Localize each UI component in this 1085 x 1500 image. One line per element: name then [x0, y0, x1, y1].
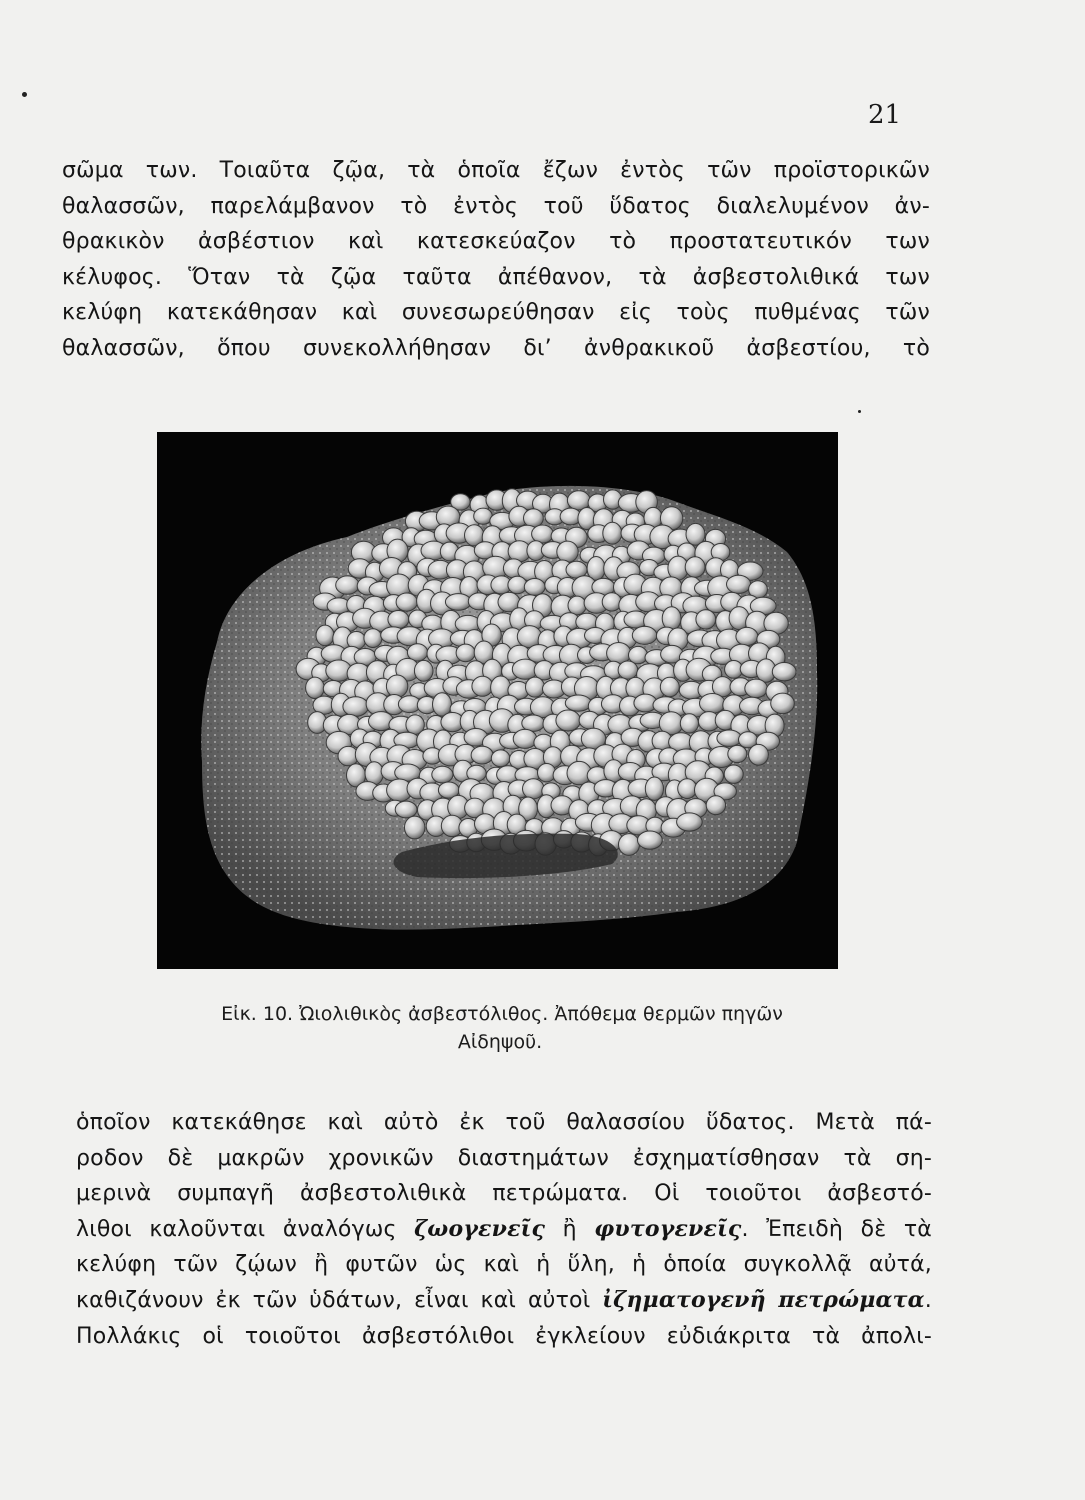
oolite-grain [771, 693, 795, 714]
oolite-grain [619, 834, 640, 856]
text-line: μερινὰ συμπαγῆ ἀσβεστολιθικὰ πετρώματα. Οἱ τοιοῦτοι ἀσβεστό- [76, 1181, 932, 1207]
text-segment: καθιζάνουν ἐκ τῶν ὑδάτων, εἶναι καὶ αὐτοὶ [76, 1287, 603, 1313]
oolite-grain [685, 557, 705, 578]
oolite-grain [386, 675, 407, 697]
oolite-grain [680, 714, 698, 733]
caption-line: Εἰκ. 10. Ὠιολιθικὸς ἀσβεστόλιθος. Ἀπόθεμα θερμῶν πηγῶν [221, 1003, 783, 1025]
text-line: κελύφη τῶν ζῴων ἢ φυτῶν ὡς καὶ ἡ ὕλη, ἡ ὁποία συγκολλᾷ αὐτά, [76, 1252, 932, 1278]
oolite-grain [414, 660, 433, 681]
oolite-grain [316, 625, 334, 646]
oolite-grain [343, 697, 369, 717]
emphasis-term: φυτογενεῖς [594, 1215, 742, 1242]
oolite-grain [700, 694, 726, 714]
oolite-grain [556, 710, 581, 731]
page-number: 21 [868, 100, 902, 130]
figure-caption [160, 1000, 840, 1056]
text-line: σῶμα των. Τοιαῦτα ζῷα, τὰ ὁποῖα ἔζων ἐντὸς τῶν προϊστορικῶν [62, 158, 930, 183]
oolite-grain [523, 779, 545, 799]
oolite-grain [618, 661, 638, 679]
oolite-grain [472, 676, 493, 696]
oolite-grain [513, 729, 537, 748]
caption-line: Αἰδηψοῦ. [457, 1031, 543, 1053]
oolite-grain [445, 594, 471, 611]
text-line: θαλασσῶν, ὅπου συνεκολλήθησαν δι’ ἀνθρακικοῦ ἀσβεστίου, τὸ [62, 335, 930, 361]
text-segment: . Ἐπειδὴ δὲ τὰ [741, 1216, 933, 1242]
text-line: θρακικὸν ἀσβέστιον καὶ κατεσκεύαζον τὸ προστατευτικόν των [62, 229, 930, 254]
oolite-grain [706, 796, 725, 815]
oolite-grain [364, 629, 382, 648]
oolite-grain [405, 816, 425, 839]
figure-photo-oolitic-limestone [157, 432, 838, 969]
text-segment: . [924, 1287, 932, 1313]
oolite-grain [749, 744, 769, 765]
oolite-grain [736, 627, 758, 645]
oolite-grain [678, 779, 697, 799]
oolite-grain [660, 677, 679, 696]
text-line: θαλασσῶν, παρελάμβανον τὸ ἐντὸς τοῦ ὕδατος διαλελυμένον ἀν- [62, 193, 930, 219]
text-segment: λιθοι καλοῦνται ἀναλόγως [76, 1216, 415, 1242]
oolite-grain [645, 777, 663, 800]
oolite-grain [388, 611, 409, 629]
emphasis-term: ζωογενεῖς [414, 1215, 546, 1242]
text-line [76, 1283, 932, 1319]
scan-speck [858, 410, 861, 413]
oolite-grain [728, 745, 747, 762]
oolite-grain [724, 765, 743, 783]
text-line [76, 1212, 932, 1248]
oolite-grain [471, 746, 493, 764]
oolite-grain [602, 593, 621, 611]
oolite-grain [306, 677, 325, 698]
scan-speck [22, 92, 27, 97]
paragraph-top [62, 153, 930, 366]
text-segment: ἢ [545, 1216, 595, 1242]
oolite-grain [491, 750, 510, 767]
oolite-grain [336, 576, 359, 594]
oolite-grain [603, 522, 622, 544]
paragraph-bottom [76, 1105, 932, 1354]
oolite-grain [632, 626, 657, 644]
text-line: ροδον δὲ μακρῶν χρονικῶν διαστημάτων ἐσχηματίσθησαν τὰ ση- [76, 1145, 932, 1171]
text-line: κέλυφος. Ὅταν τὰ ζῷα ταῦτα ἀπέθανον, τὰ ἀσβεστολιθικά των [62, 264, 930, 290]
rock-specimen-image [157, 432, 838, 969]
oolite-grain [568, 596, 586, 615]
text-line: κελύφη κατεκάθησαν καὶ συνεσωρεύθησαν εἰς τοὺς πυθμένας τῶν [62, 300, 930, 325]
oolite-grain [524, 509, 544, 527]
oolite-grain [456, 644, 475, 662]
oolite-grain [717, 730, 742, 746]
oolite-grain [638, 831, 663, 849]
oolite-grain [745, 679, 768, 698]
oolite-grain [727, 575, 751, 593]
emphasis-term: ἰζηματογενῆ πετρώματα [602, 1286, 925, 1313]
oolite-grain [662, 607, 681, 630]
text-line: ὁποῖον κατεκάθησε καὶ αὐτὸ ἐκ τοῦ θαλασσίου ὕδατος. Μετὰ πά- [76, 1110, 932, 1135]
text-line: Πολλάκις οἱ τοιοῦτοι ἀσβεστόλιθοι ἐγκλείουν εὐδιάκριτα τὰ ἀπολι- [76, 1323, 932, 1349]
oolite-grain [432, 766, 453, 783]
oolite-grain [696, 610, 716, 629]
oolite-grain [772, 663, 796, 681]
oolite-grain [565, 695, 591, 711]
oolite-grain [524, 579, 545, 596]
oolite-grain [557, 541, 578, 562]
oolite-grain [677, 813, 703, 831]
oolite-grain [396, 593, 417, 611]
oolite-grain [526, 677, 545, 697]
oolite-grain [395, 801, 417, 818]
